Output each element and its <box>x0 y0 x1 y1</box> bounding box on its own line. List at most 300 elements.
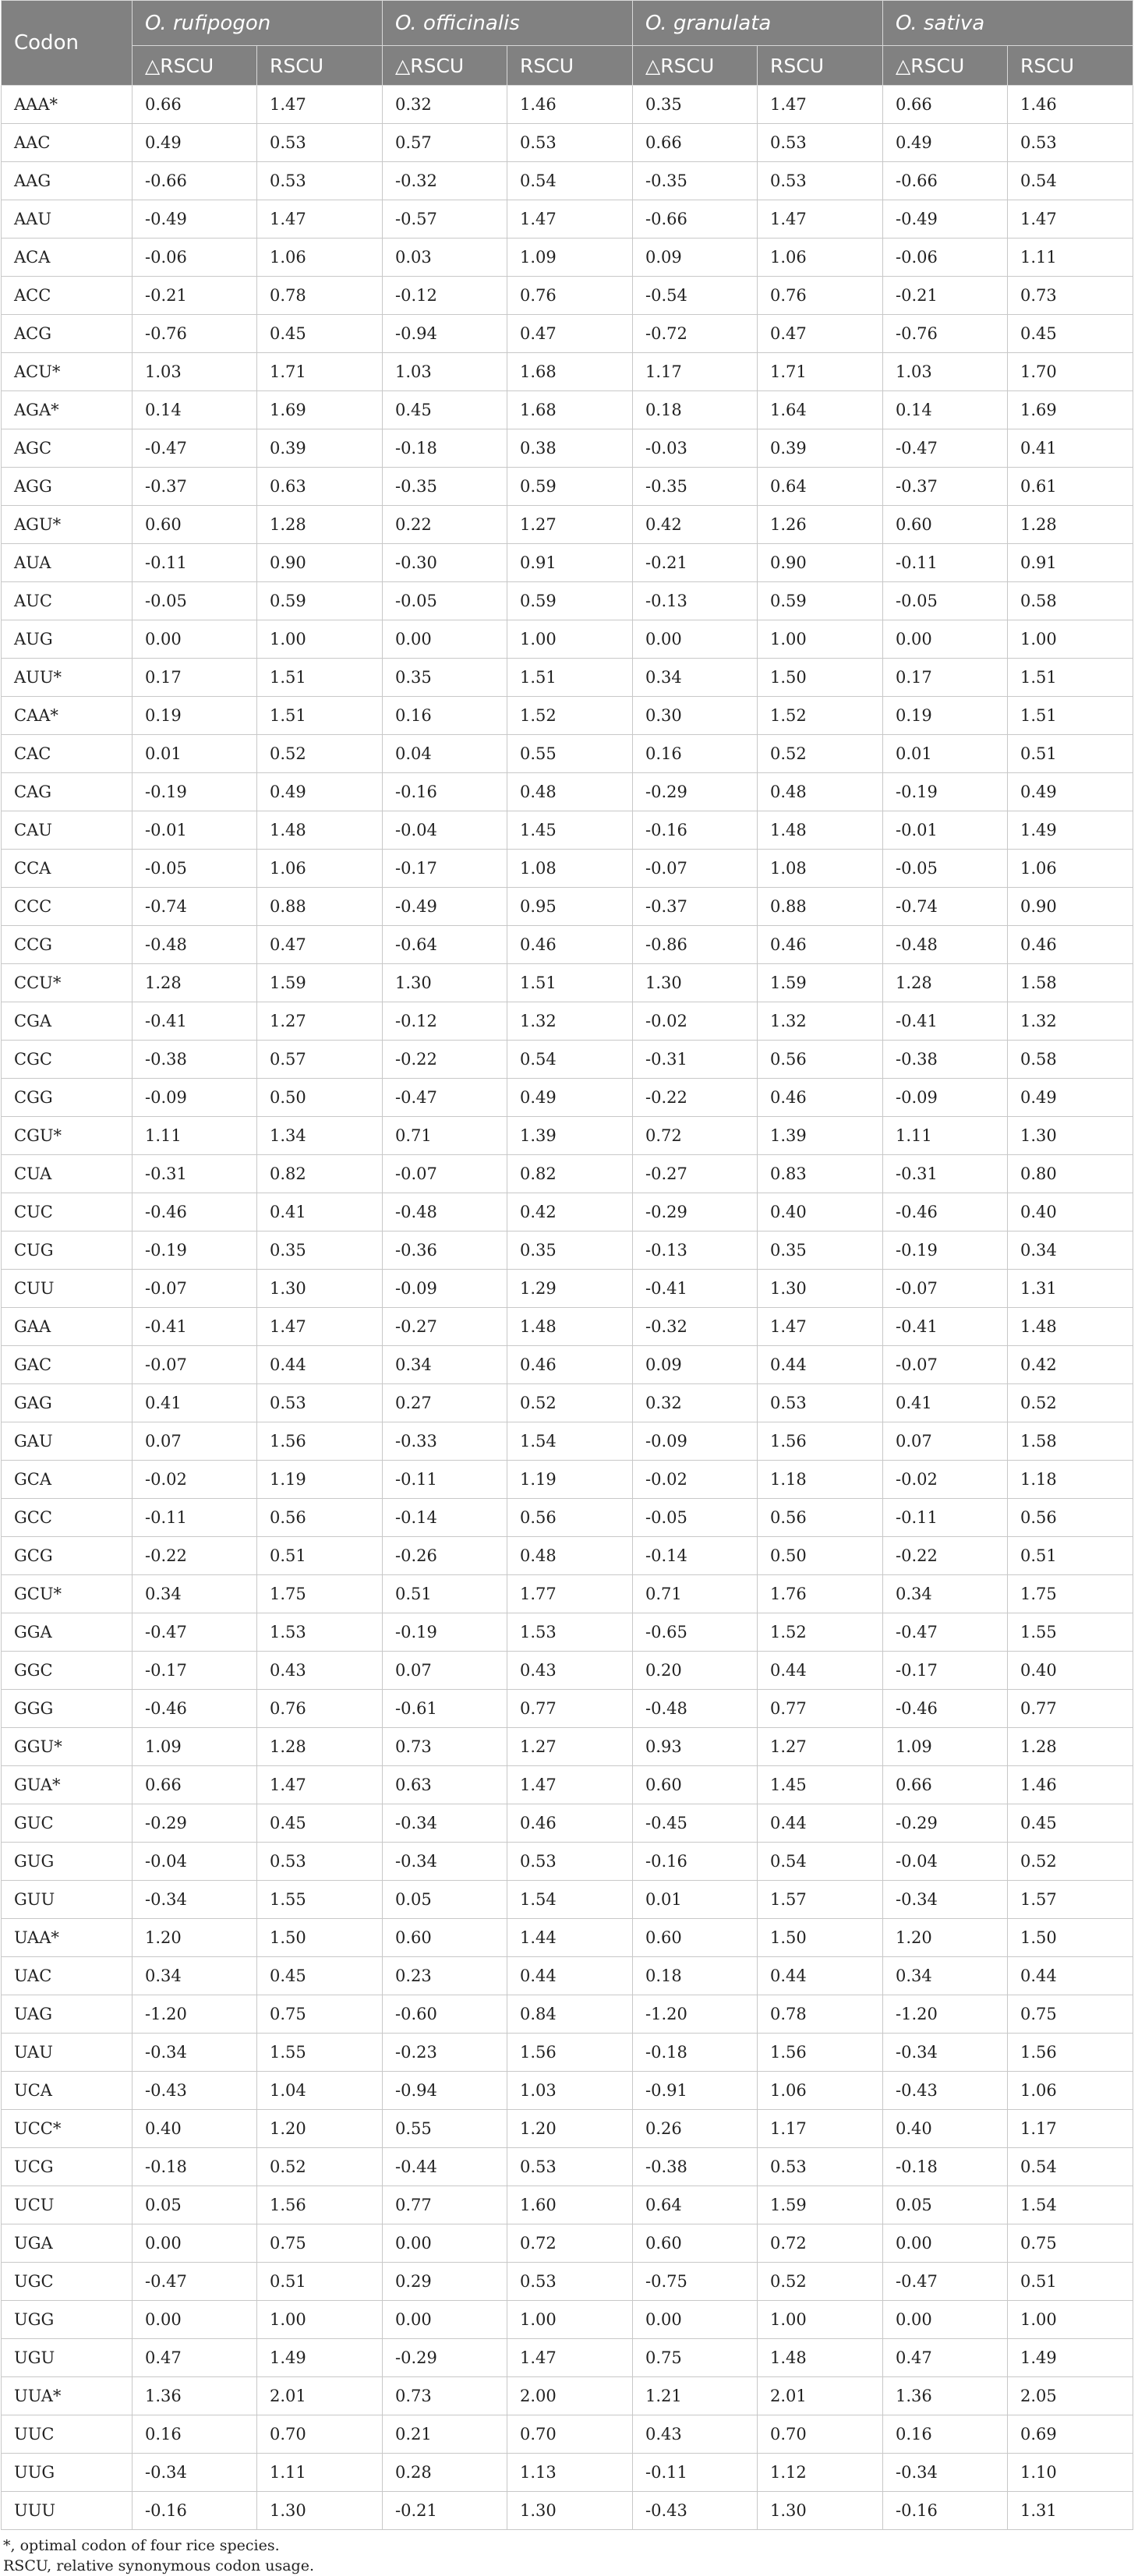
rufipogon-delta-rscu-cell: -1.20 <box>133 1995 257 2034</box>
officinalis-rscu-cell: 0.76 <box>507 277 633 315</box>
officinalis-rscu-cell: 0.53 <box>507 1843 633 1881</box>
granulata-delta-rscu-cell: -0.13 <box>633 582 758 620</box>
granulata-delta-rscu-cell: -0.02 <box>633 1002 758 1041</box>
officinalis-rscu-cell: 0.46 <box>507 1804 633 1843</box>
table-row <box>2 2377 1133 2415</box>
table-row <box>2 1155 1133 1193</box>
officinalis-rscu-cell: 1.48 <box>507 1308 633 1346</box>
table-row <box>2 1499 1133 1537</box>
officinalis-delta-rscu-cell: -0.94 <box>383 315 507 353</box>
officinalis-delta-rscu-cell: -0.49 <box>383 888 507 926</box>
table-row <box>2 1995 1133 2034</box>
codon-cell: UAA* <box>2 1919 133 1957</box>
codon-cell: UGA <box>2 2224 133 2263</box>
officinalis-delta-rscu-cell: 0.34 <box>383 1346 507 1384</box>
rufipogon-rscu-cell: 1.06 <box>257 239 383 277</box>
officinalis-rscu-cell: 0.52 <box>507 1384 633 1422</box>
codon-cell: AUA <box>2 544 133 582</box>
granulata-delta-rscu-cell: 1.17 <box>633 353 758 391</box>
sativa-rscu-cell: 0.75 <box>1008 2224 1133 2263</box>
sativa-rscu-cell: 0.91 <box>1008 544 1133 582</box>
officinalis-delta-rscu-cell: 0.45 <box>383 391 507 429</box>
codon-cell: ACC <box>2 277 133 315</box>
footnote-optimal-codon: *, optimal codon of four rice species. <box>3 2537 280 2554</box>
rufipogon-rscu-cell: 0.45 <box>257 315 383 353</box>
officinalis-rscu-cell: 0.49 <box>507 1079 633 1117</box>
sativa-rscu-cell: 1.50 <box>1008 1919 1133 1957</box>
officinalis-delta-rscu-cell: 0.77 <box>383 2186 507 2224</box>
sativa-delta-rscu-cell: -0.66 <box>883 162 1008 200</box>
rufipogon-rscu-cell: 0.75 <box>257 2224 383 2263</box>
sativa-delta-rscu-cell: 0.00 <box>883 2301 1008 2339</box>
granulata-rscu-cell: 1.50 <box>758 659 883 697</box>
codon-cell: CUG <box>2 1231 133 1270</box>
granulata-rscu-cell: 0.56 <box>758 1499 883 1537</box>
codon-cell: CGA <box>2 1002 133 1041</box>
sativa-rscu-cell: 0.42 <box>1008 1346 1133 1384</box>
sativa-delta-rscu-cell: -0.11 <box>883 544 1008 582</box>
granulata-delta-rscu-cell: -0.16 <box>633 811 758 850</box>
officinalis-delta-rscu-cell: 1.30 <box>383 964 507 1002</box>
codon-cell: UGU <box>2 2339 133 2377</box>
granulata-rscu-cell: 1.47 <box>758 200 883 239</box>
granulata-rscu-cell: 1.52 <box>758 697 883 735</box>
officinalis-delta-rscu-cell: -0.22 <box>383 1041 507 1079</box>
codon-cell: UGG <box>2 2301 133 2339</box>
sativa-rscu-cell: 1.06 <box>1008 2072 1133 2110</box>
officinalis-delta-rscu-cell: 0.00 <box>383 2224 507 2263</box>
table-row <box>2 2263 1133 2301</box>
rufipogon-rscu-cell: 1.30 <box>257 1270 383 1308</box>
codon-cell: GCU* <box>2 1575 133 1613</box>
sativa-rscu-cell: 1.54 <box>1008 2186 1133 2224</box>
sativa-delta-rscu-cell: 0.17 <box>883 659 1008 697</box>
officinalis-delta-rscu-cell: -0.11 <box>383 1461 507 1499</box>
granulata-delta-rscu-cell: -0.14 <box>633 1537 758 1575</box>
granulata-rscu-cell: 0.76 <box>758 277 883 315</box>
codon-cell: CCU* <box>2 964 133 1002</box>
table-row <box>2 1766 1133 1804</box>
codon-cell: UCU <box>2 2186 133 2224</box>
granulata-rscu-cell: 2.01 <box>758 2377 883 2415</box>
granulata-delta-rscu-cell: 0.42 <box>633 506 758 544</box>
codon-cell: GGA <box>2 1613 133 1652</box>
sativa-rscu-cell: 1.46 <box>1008 1766 1133 1804</box>
sativa-rscu-cell: 0.52 <box>1008 1843 1133 1881</box>
officinalis-delta-rscu-cell: -0.18 <box>383 429 507 468</box>
granulata-rscu-cell: 1.30 <box>758 1270 883 1308</box>
table-row <box>2 315 1133 353</box>
officinalis-rscu-cell: 1.27 <box>507 506 633 544</box>
codon-cell: CAA* <box>2 697 133 735</box>
codon-cell: CAG <box>2 773 133 811</box>
sativa-delta-rscu-cell: -0.47 <box>883 1613 1008 1652</box>
granulata-delta-rscu-cell: -0.35 <box>633 468 758 506</box>
table-row <box>2 1537 1133 1575</box>
granulata-rscu-cell: 0.39 <box>758 429 883 468</box>
rufipogon-rscu-cell: 0.50 <box>257 1079 383 1117</box>
rufipogon-delta-rscu-cell: -0.41 <box>133 1002 257 1041</box>
rufipogon-rscu-cell: 1.56 <box>257 2186 383 2224</box>
granulata-delta-rscu-cell: -0.29 <box>633 773 758 811</box>
sativa-delta-rscu-cell: 0.40 <box>883 2110 1008 2148</box>
table-row <box>2 1270 1133 1308</box>
sativa-delta-rscu-cell: -0.37 <box>883 468 1008 506</box>
rufipogon-delta-rscu-cell: 1.03 <box>133 353 257 391</box>
granulata-delta-rscu-cell: 0.43 <box>633 2415 758 2454</box>
officinalis-rscu-cell: 1.19 <box>507 1461 633 1499</box>
granulata-rscu-cell: 0.72 <box>758 2224 883 2263</box>
officinalis-rscu-cell: 0.53 <box>507 2263 633 2301</box>
granulata-rscu-cell: 1.30 <box>758 2492 883 2530</box>
officinalis-delta-rscu-cell: -0.34 <box>383 1843 507 1881</box>
codon-cell: UUU <box>2 2492 133 2530</box>
officinalis-rscu-cell: 0.91 <box>507 544 633 582</box>
granulata-rscu-cell: 0.50 <box>758 1537 883 1575</box>
granulata-rscu-cell: 0.35 <box>758 1231 883 1270</box>
officinalis-delta-rscu-cell: 0.22 <box>383 506 507 544</box>
officinalis-delta-rscu-cell: 0.00 <box>383 2301 507 2339</box>
rufipogon-delta-rscu-cell: -0.19 <box>133 773 257 811</box>
rufipogon-rscu-cell: 0.47 <box>257 926 383 964</box>
officinalis-delta-rscu-cell: 0.63 <box>383 1766 507 1804</box>
sativa-delta-rscu-cell: -0.07 <box>883 1346 1008 1384</box>
officinalis-delta-rscu-cell: -0.44 <box>383 2148 507 2186</box>
table-row <box>2 1079 1133 1117</box>
granulata-rscu-cell: 1.18 <box>758 1461 883 1499</box>
rufipogon-rscu-cell: 1.19 <box>257 1461 383 1499</box>
table-row <box>2 773 1133 811</box>
codon-cell: GAG <box>2 1384 133 1422</box>
sativa-rscu-cell: 0.58 <box>1008 1041 1133 1079</box>
rufipogon-rscu-cell: 1.47 <box>257 200 383 239</box>
granulata-delta-rscu-cell: 1.30 <box>633 964 758 1002</box>
sativa-delta-rscu-cell: -0.47 <box>883 429 1008 468</box>
officinalis-rscu-cell: 1.30 <box>507 2492 633 2530</box>
codon-cell: CGG <box>2 1079 133 1117</box>
sativa-rscu-cell: 0.80 <box>1008 1155 1133 1193</box>
granulata-delta-rscu-cell: -0.18 <box>633 2034 758 2072</box>
rufipogon-delta-rscu-cell: -0.47 <box>133 429 257 468</box>
officinalis-rscu-cell: 0.42 <box>507 1193 633 1231</box>
rufipogon-delta-rscu-cell: -0.18 <box>133 2148 257 2186</box>
officinalis-delta-rscu-cell: 0.21 <box>383 2415 507 2454</box>
officinalis-delta-rscu-cell: -0.12 <box>383 1002 507 1041</box>
granulata-delta-rscu-cell: -0.72 <box>633 315 758 353</box>
sativa-rscu-cell: 0.53 <box>1008 124 1133 162</box>
rufipogon-delta-rscu-cell: 0.41 <box>133 1384 257 1422</box>
rufipogon-delta-rscu-cell: 0.60 <box>133 506 257 544</box>
granulata-rscu-cell: 1.00 <box>758 620 883 659</box>
officinalis-rscu-cell: 0.59 <box>507 582 633 620</box>
rufipogon-delta-rscu-cell: -0.34 <box>133 2034 257 2072</box>
codon-cell: CAU <box>2 811 133 850</box>
granulata-rscu-cell: 1.64 <box>758 391 883 429</box>
granulata-rscu-cell: 0.46 <box>758 926 883 964</box>
officinalis-rscu-cell: 0.56 <box>507 1499 633 1537</box>
granulata-rscu-cell: 1.39 <box>758 1117 883 1155</box>
codon-cell: GUG <box>2 1843 133 1881</box>
rufipogon-rscu-cell: 0.82 <box>257 1155 383 1193</box>
granulata-rscu-cell: 1.06 <box>758 239 883 277</box>
sativa-rscu-cell: 1.47 <box>1008 200 1133 239</box>
table-row <box>2 391 1133 429</box>
sativa-rscu-cell: 0.45 <box>1008 315 1133 353</box>
rufipogon-delta-rscu-cell: -0.09 <box>133 1079 257 1117</box>
table-row <box>2 888 1133 926</box>
officinalis-rscu-cell: 0.43 <box>507 1652 633 1690</box>
rufipogon-delta-rscu-cell: 0.66 <box>133 1766 257 1804</box>
sativa-rscu-cell: 1.51 <box>1008 659 1133 697</box>
granulata-delta-rscu-cell: -0.02 <box>633 1461 758 1499</box>
rufipogon-delta-rscu-cell: -0.46 <box>133 1690 257 1728</box>
officinalis-rscu-cell: 1.03 <box>507 2072 633 2110</box>
sativa-delta-rscu-cell: 0.00 <box>883 620 1008 659</box>
rufipogon-rscu-cell: 1.69 <box>257 391 383 429</box>
granulata-rscu-cell: 1.48 <box>758 811 883 850</box>
sativa-delta-rscu-cell: -0.05 <box>883 582 1008 620</box>
granulata-rscu-cell: 0.44 <box>758 1652 883 1690</box>
table-row <box>2 659 1133 697</box>
officinalis-delta-rscu-cell: 0.07 <box>383 1652 507 1690</box>
officinalis-rscu-cell: 0.77 <box>507 1690 633 1728</box>
codon-cell: UUA* <box>2 2377 133 2415</box>
officinalis-delta-rscu-cell: -0.09 <box>383 1270 507 1308</box>
officinalis-delta-rscu-cell: -0.48 <box>383 1193 507 1231</box>
rufipogon-delta-rscu-cell: 0.19 <box>133 697 257 735</box>
table-row <box>2 1690 1133 1728</box>
sativa-delta-rscu-cell: -0.04 <box>883 1843 1008 1881</box>
codon-header: Codon <box>2 1 133 86</box>
sativa-delta-rscu-cell: 1.09 <box>883 1728 1008 1766</box>
rufipogon-rscu-cell: 1.49 <box>257 2339 383 2377</box>
table-row <box>2 1002 1133 1041</box>
table-row <box>2 1117 1133 1155</box>
rufipogon-rscu-cell: 0.51 <box>257 1537 383 1575</box>
granulata-delta-rscu-cell: 0.60 <box>633 1766 758 1804</box>
granulata-rscu-cell: 0.46 <box>758 1079 883 1117</box>
sativa-rscu-cell: 0.61 <box>1008 468 1133 506</box>
sativa-delta-rscu-cell: -0.07 <box>883 1270 1008 1308</box>
rufipogon-rscu-cell: 0.45 <box>257 1804 383 1843</box>
officinalis-rscu-cell: 1.54 <box>507 1881 633 1919</box>
codon-cell: GAA <box>2 1308 133 1346</box>
granulata-rscu-cell: 1.27 <box>758 1728 883 1766</box>
officinalis-delta-rscu-cell: 0.55 <box>383 2110 507 2148</box>
officinalis-rscu-cell: 1.77 <box>507 1575 633 1613</box>
officinalis-delta-rscu-cell: 0.28 <box>383 2454 507 2492</box>
codon-cell: ACA <box>2 239 133 277</box>
rufipogon-rscu-cell: 2.01 <box>257 2377 383 2415</box>
officinalis-rscu-cell: 1.27 <box>507 1728 633 1766</box>
sativa-delta-rscu-cell: -0.46 <box>883 1690 1008 1728</box>
rufipogon-rscu-cell: 1.28 <box>257 506 383 544</box>
rufipogon-delta-rscu-cell: -0.38 <box>133 1041 257 1079</box>
sativa-rscu-cell: 0.56 <box>1008 1499 1133 1537</box>
table-row <box>2 1308 1133 1346</box>
table-row <box>2 2110 1133 2148</box>
officinalis-delta-rscu-cell: -0.05 <box>383 582 507 620</box>
granulata-rscu-cell: 1.50 <box>758 1919 883 1957</box>
granulata-delta-rscu-cell: -0.41 <box>633 1270 758 1308</box>
rufipogon-rscu-cell: 0.78 <box>257 277 383 315</box>
sativa-delta-rscu-cell: 0.47 <box>883 2339 1008 2377</box>
table-row <box>2 926 1133 964</box>
rufipogon-rscu-cell: 0.90 <box>257 544 383 582</box>
rufipogon-delta-rscu-cell: -0.47 <box>133 1613 257 1652</box>
rufipogon-delta-rscu-cell: 0.66 <box>133 86 257 124</box>
codon-cell: GGG <box>2 1690 133 1728</box>
granulata-rscu-cell: 0.90 <box>758 544 883 582</box>
table-body <box>2 86 1133 2530</box>
sativa-rscu-cell: 0.54 <box>1008 162 1133 200</box>
granulata-rscu-cell: 0.83 <box>758 1155 883 1193</box>
rufipogon-delta-rscu-cell: -0.41 <box>133 1308 257 1346</box>
granulata-delta-rscu-cell: 0.34 <box>633 659 758 697</box>
sativa-delta-rscu-cell: 0.00 <box>883 2224 1008 2263</box>
codon-cell: UAG <box>2 1995 133 2034</box>
officinalis-delta-rscu-cell: 0.51 <box>383 1575 507 1613</box>
codon-cell: GAC <box>2 1346 133 1384</box>
sativa-rscu-cell: 0.40 <box>1008 1193 1133 1231</box>
officinalis-delta-rscu-cell: -0.23 <box>383 2034 507 2072</box>
sativa-rscu-cell: 1.00 <box>1008 2301 1133 2339</box>
granulata-delta-rscu-cell: 0.20 <box>633 1652 758 1690</box>
sativa-delta-rscu-cell: -0.49 <box>883 200 1008 239</box>
table-row <box>2 697 1133 735</box>
officinalis-rscu-cell: 0.38 <box>507 429 633 468</box>
granulata-delta-rscu-cell: 0.00 <box>633 620 758 659</box>
codon-cell: CAC <box>2 735 133 773</box>
rufipogon-delta-rscu-cell: -0.29 <box>133 1804 257 1843</box>
rufipogon-delta-rscu-cell: 1.20 <box>133 1919 257 1957</box>
granulata-delta-rscu-cell: 0.93 <box>633 1728 758 1766</box>
codon-cell: AGA* <box>2 391 133 429</box>
sativa-rscu-cell: 1.51 <box>1008 697 1133 735</box>
granulata-rscu-cell: 0.78 <box>758 1995 883 2034</box>
rufipogon-delta-rscu-cell: 1.11 <box>133 1117 257 1155</box>
rufipogon-rscu-cell: 1.47 <box>257 1308 383 1346</box>
codon-cell: AGU* <box>2 506 133 544</box>
table-row <box>2 2301 1133 2339</box>
granulata-rscu-cell: 1.59 <box>758 2186 883 2224</box>
sativa-delta-rscu-cell: -0.17 <box>883 1652 1008 1690</box>
granulata-delta-rscu-cell: -0.75 <box>633 2263 758 2301</box>
officinalis-delta-rscu-cell: -0.57 <box>383 200 507 239</box>
rufipogon-delta-rscu-cell: -0.11 <box>133 544 257 582</box>
sativa-delta-rscu-cell: -0.31 <box>883 1155 1008 1193</box>
granulata-rscu-cell: 0.70 <box>758 2415 883 2454</box>
officinalis-rscu-cell: 1.53 <box>507 1613 633 1652</box>
officinalis-delta-rscu-cell: -0.47 <box>383 1079 507 1117</box>
granulata-rscu-cell: 1.00 <box>758 2301 883 2339</box>
rufipogon-delta-rscu-cell: -0.17 <box>133 1652 257 1690</box>
sativa-rscu-cell: 0.34 <box>1008 1231 1133 1270</box>
codon-cell: GCA <box>2 1461 133 1499</box>
granulata-delta-rscu-cell: -0.09 <box>633 1422 758 1461</box>
officinalis-rscu-cell: 1.29 <box>507 1270 633 1308</box>
sativa-delta-rscu-cell: 0.05 <box>883 2186 1008 2224</box>
rufipogon-delta-rscu-cell: 0.34 <box>133 1957 257 1995</box>
rufipogon-delta-rscu-cell: -0.46 <box>133 1193 257 1231</box>
sativa-rscu-cell: 0.44 <box>1008 1957 1133 1995</box>
granulata-delta-rscu-cell: 0.01 <box>633 1881 758 1919</box>
sativa-rscu-cell: 1.70 <box>1008 353 1133 391</box>
granulata-rscu-cell: 1.57 <box>758 1881 883 1919</box>
granulata-delta-rscu-cell: -0.29 <box>633 1193 758 1231</box>
sativa-rscu-cell: 1.06 <box>1008 850 1133 888</box>
officinalis-delta-rscu-cell: -0.35 <box>383 468 507 506</box>
officinalis-rscu-cell: 0.70 <box>507 2415 633 2454</box>
table-row <box>2 200 1133 239</box>
granulata-rscu-cell: 0.53 <box>758 162 883 200</box>
granulata-delta-rscu-cell: 0.26 <box>633 2110 758 2148</box>
granulata-delta-rscu-cell: -0.31 <box>633 1041 758 1079</box>
officinalis-rscu-cell: 0.72 <box>507 2224 633 2263</box>
officinalis-rscu-cell: 1.32 <box>507 1002 633 1041</box>
sativa-delta-rscu-cell: 0.66 <box>883 1766 1008 1804</box>
officinalis-rscu-cell: 1.51 <box>507 659 633 697</box>
rufipogon-rscu-cell: 0.56 <box>257 1499 383 1537</box>
officinalis-rscu-cell: 0.54 <box>507 162 633 200</box>
officinalis-delta-rscu-cell: -0.26 <box>383 1537 507 1575</box>
sativa-delta-rscu-cell: -0.02 <box>883 1461 1008 1499</box>
sativa-delta-rscu-cell: -0.34 <box>883 1881 1008 1919</box>
granulata-rscu-cell: 1.71 <box>758 353 883 391</box>
rufipogon-delta-rscu-cell: -0.21 <box>133 277 257 315</box>
rufipogon-rscu-cell: 0.75 <box>257 1995 383 2034</box>
granulata-rscu-cell: 0.64 <box>758 468 883 506</box>
codon-cell: GGC <box>2 1652 133 1690</box>
sativa-rscu-cell: 1.75 <box>1008 1575 1133 1613</box>
granulata-delta-rscu-cell: -0.13 <box>633 1231 758 1270</box>
granulata-delta-rscu-cell: 0.60 <box>633 1919 758 1957</box>
rufipogon-rscu-cell: 0.35 <box>257 1231 383 1270</box>
codon-cell: AAU <box>2 200 133 239</box>
granulata-rscu-cell: 1.48 <box>758 2339 883 2377</box>
sativa-rscu-cell: 1.57 <box>1008 1881 1133 1919</box>
rscu-header: RSCU <box>758 46 883 86</box>
sativa-delta-rscu-cell: 0.16 <box>883 2415 1008 2454</box>
officinalis-delta-rscu-cell: -0.04 <box>383 811 507 850</box>
sativa-rscu-cell: 1.28 <box>1008 1728 1133 1766</box>
rufipogon-delta-rscu-cell: 0.49 <box>133 124 257 162</box>
rufipogon-delta-rscu-cell: 0.07 <box>133 1422 257 1461</box>
granulata-delta-rscu-cell: 0.09 <box>633 239 758 277</box>
rufipogon-delta-rscu-cell: -0.16 <box>133 2492 257 2530</box>
rufipogon-delta-rscu-cell: -0.31 <box>133 1155 257 1193</box>
sativa-rscu-cell: 0.58 <box>1008 582 1133 620</box>
codon-cell: ACG <box>2 315 133 353</box>
table-header <box>2 1 1133 86</box>
officinalis-rscu-cell: 0.55 <box>507 735 633 773</box>
rufipogon-rscu-cell: 1.71 <box>257 353 383 391</box>
sativa-rscu-cell: 0.40 <box>1008 1652 1133 1690</box>
officinalis-rscu-cell: 1.13 <box>507 2454 633 2492</box>
rufipogon-delta-rscu-cell: 1.28 <box>133 964 257 1002</box>
officinalis-rscu-cell: 1.44 <box>507 1919 633 1957</box>
granulata-delta-rscu-cell: -1.20 <box>633 1995 758 2034</box>
sativa-rscu-cell: 1.00 <box>1008 620 1133 659</box>
sativa-delta-rscu-cell: -0.19 <box>883 773 1008 811</box>
sativa-rscu-cell: 1.31 <box>1008 1270 1133 1308</box>
rufipogon-delta-rscu-cell: -0.01 <box>133 811 257 850</box>
officinalis-delta-rscu-cell: 1.03 <box>383 353 507 391</box>
table-row <box>2 2072 1133 2110</box>
sativa-delta-rscu-cell: -0.01 <box>883 811 1008 850</box>
granulata-delta-rscu-cell: 0.00 <box>633 2301 758 2339</box>
officinalis-delta-rscu-cell: 0.00 <box>383 620 507 659</box>
